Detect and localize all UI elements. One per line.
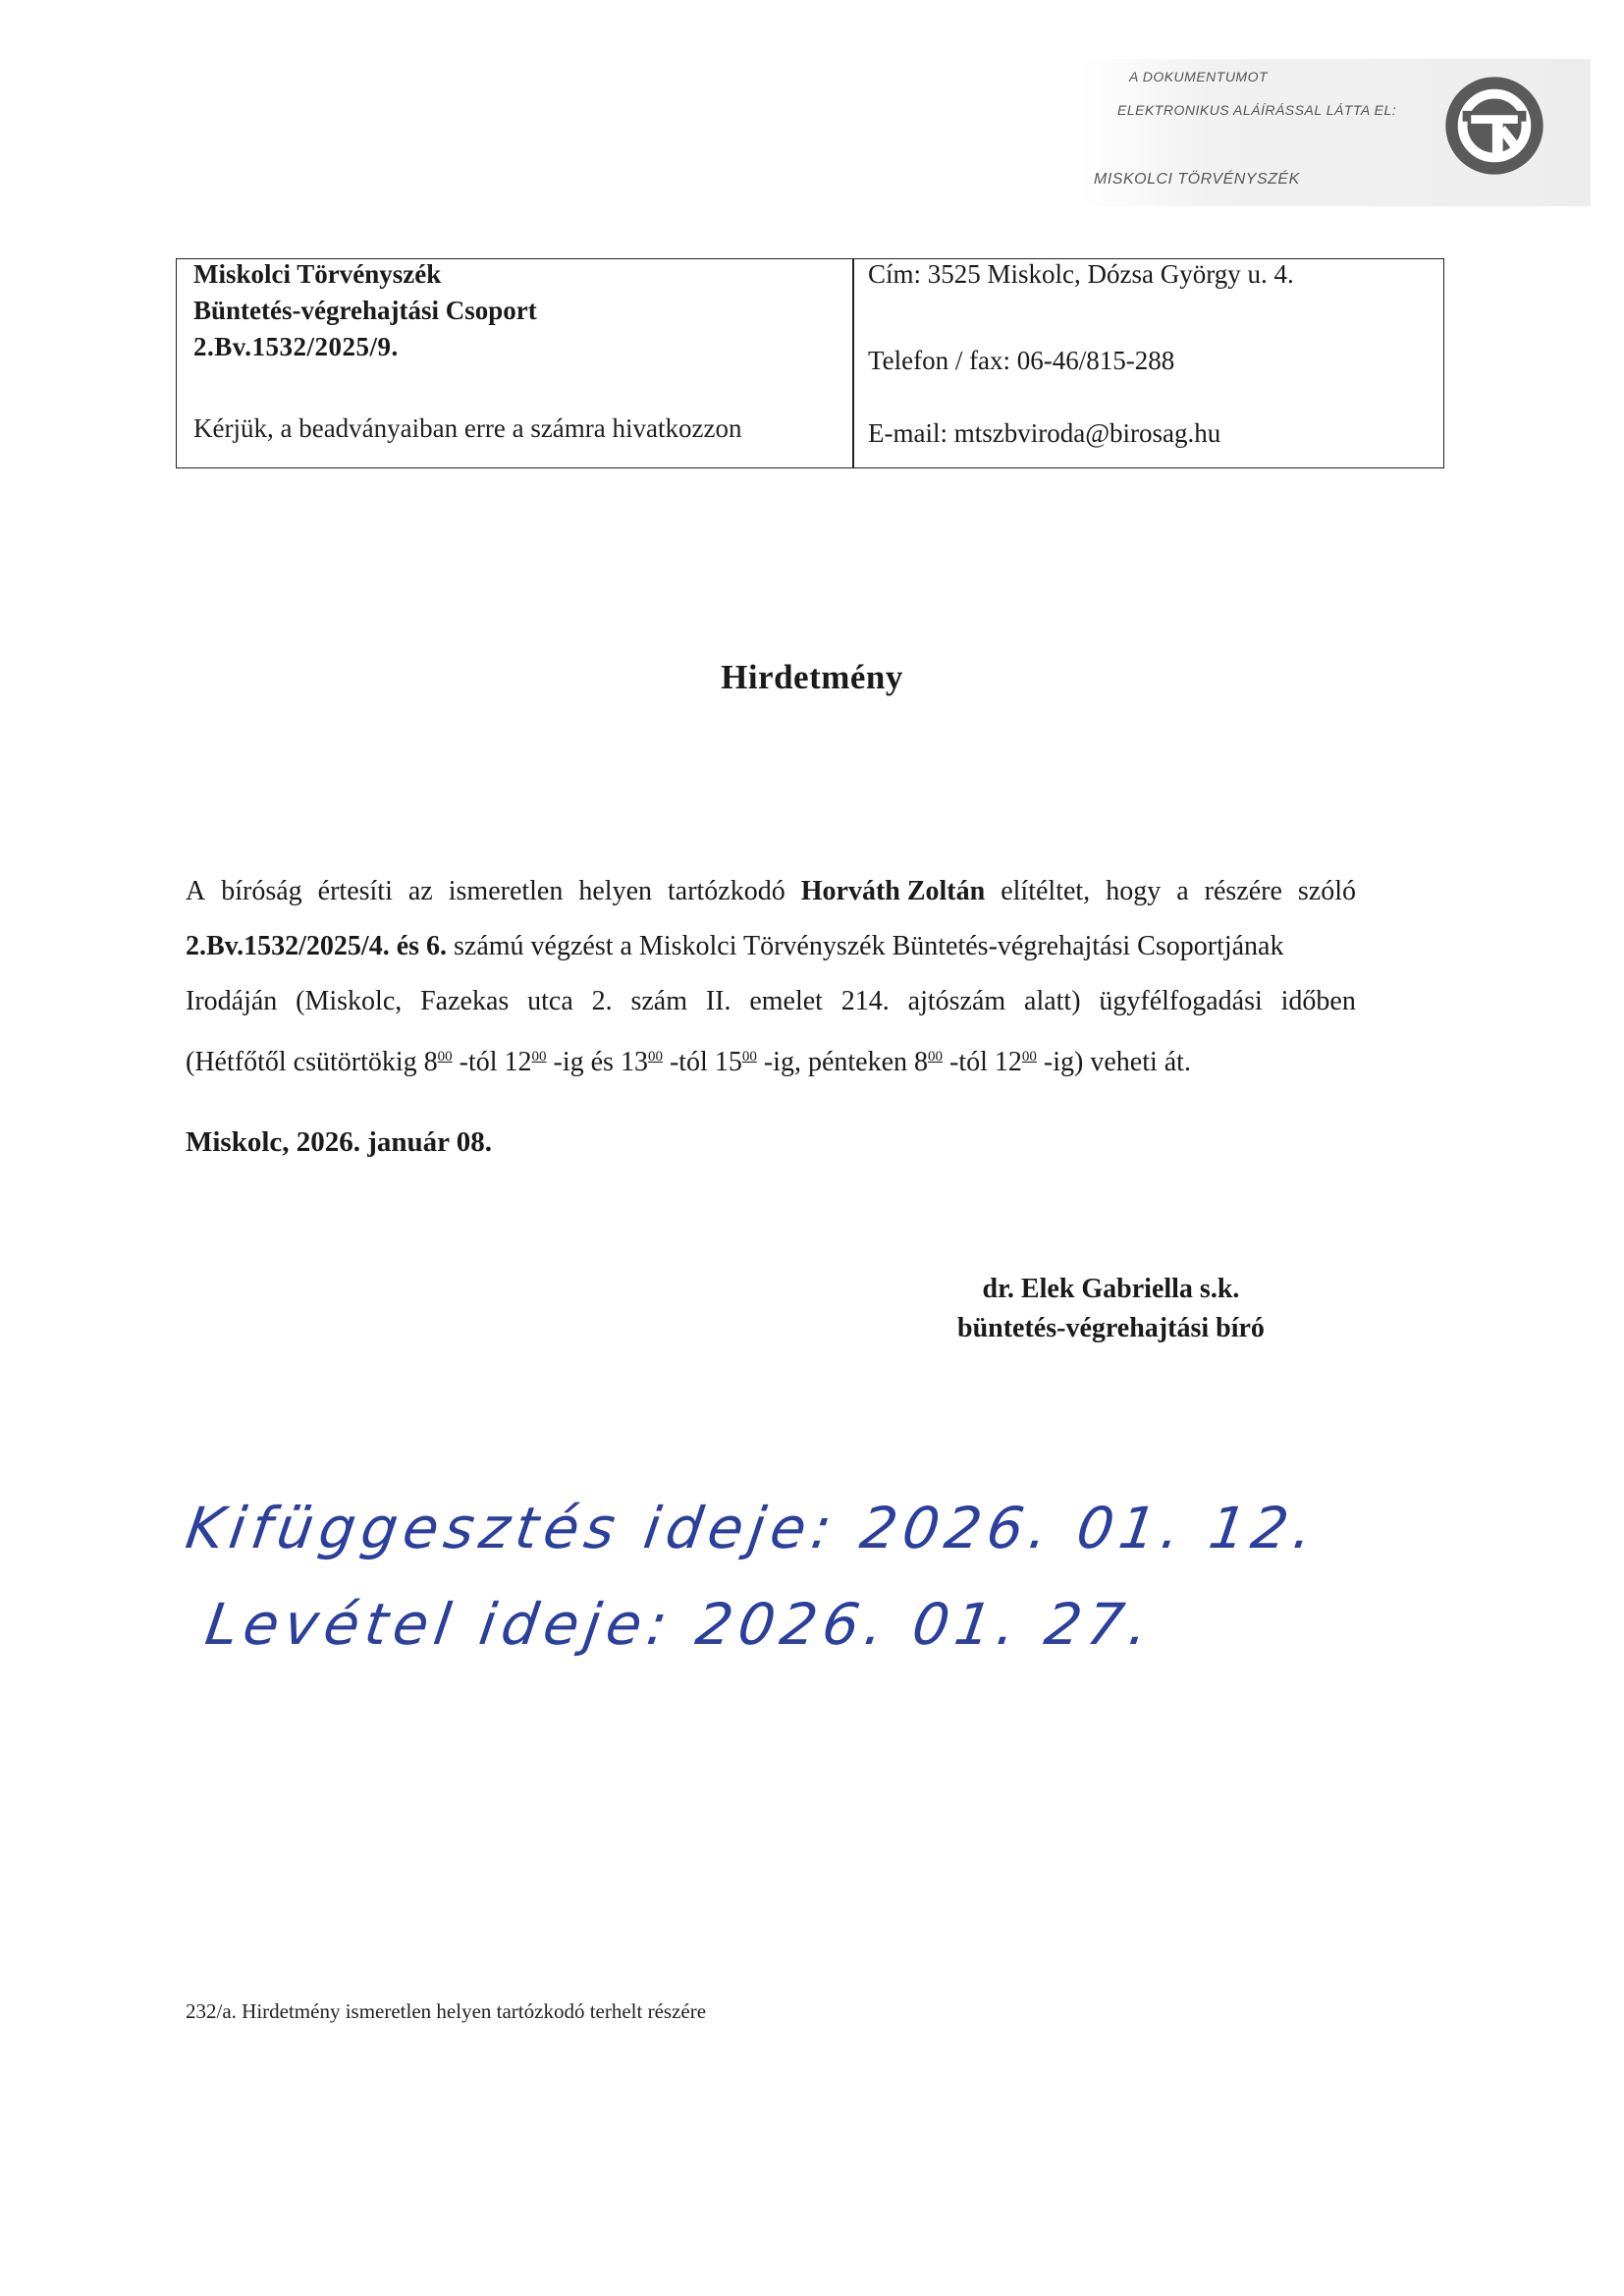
handwritten-posting-date: Kifüggesztés ideje: 2026. 01. 12. [182, 1495, 1323, 1561]
office-hours-line [186, 1029, 1356, 1090]
body-word: A [186, 876, 206, 906]
body-word: tartózkodó [668, 876, 785, 906]
minutes-superscript: 00 [647, 1049, 663, 1065]
signer-name: dr. Elek Gabriella s.k. [982, 1274, 1240, 1304]
body-word: ügyfélfogadási [1099, 986, 1263, 1016]
reference-note: Kérjük, a beadványaiban erre a számra hivatkozzon [193, 413, 742, 443]
minutes-superscript: 00 [531, 1049, 547, 1065]
case-number: 2.Bv.1532/2025/9. [193, 332, 399, 361]
hours-segment: (Hétfőtől csütörtökig 8 [186, 1047, 438, 1077]
body-word: ajtószám [907, 986, 1006, 1016]
place-and-date: Miskolc, 2026. január 08. [186, 1126, 493, 1158]
body-word: (Miskolc, [296, 986, 403, 1016]
body-word: hogy [1106, 876, 1162, 906]
court-header-table [176, 258, 1444, 468]
body-word: 2. [591, 986, 613, 1016]
convict-name: Horváth Zoltán [800, 876, 986, 906]
document-title: Hirdetmény [721, 658, 903, 696]
body-word: értesíti [317, 876, 393, 906]
body-word: ismeretlen [448, 876, 564, 906]
hours-segment: -ig) veheti át. [1036, 1047, 1191, 1077]
body-line-3 [186, 974, 1356, 1029]
stamp-line-1: A DOKUMENTUMOT [1129, 69, 1269, 84]
minutes-superscript: 00 [741, 1049, 757, 1065]
court-seal-logo-icon [1441, 73, 1547, 179]
body-word: részére [1204, 876, 1282, 906]
handwritten-posting-note [177, 1483, 1323, 1699]
body-word: bíróság [221, 876, 302, 906]
minutes-superscript: 00 [928, 1049, 944, 1065]
signer-role: büntetés-végrehajtási bíró [957, 1313, 1265, 1343]
stamp-line-3: MISKOLCI TÖRVÉNYSZÉK [1094, 171, 1300, 188]
header-divider [852, 259, 854, 467]
court-email: E-mail: mtszbviroda@birosag.hu [868, 418, 1221, 448]
body-word: alatt) [1024, 986, 1081, 1016]
body-word: II. [705, 986, 731, 1016]
hours-segment: -ig és 13 [546, 1047, 648, 1077]
body-word: időben [1280, 986, 1356, 1016]
body-word: Fazekas [420, 986, 510, 1016]
ruling-reference: 2.Bv.1532/2025/4. és 6. [186, 931, 448, 961]
body-line-2 [186, 919, 1356, 974]
court-address: Cím: 3525 Miskolc, Dózsa György u. 4. [868, 259, 1294, 289]
minutes-superscript: 00 [1021, 1049, 1037, 1065]
body-word: 214. [840, 986, 890, 1016]
stamp-line-2: ELEKTRONIKUS ALÁÍRÁSSAL LÁTTA EL: [1117, 102, 1397, 118]
hours-segment: -tól 12 [943, 1047, 1022, 1077]
body-word: szám [630, 986, 687, 1016]
hours-segment: -tól 12 [452, 1047, 532, 1077]
handwritten-removal-date: Levétel ideje: 2026. 01. 27. [201, 1591, 1159, 1658]
body-word: szóló [1297, 876, 1356, 906]
hours-segment: -ig, pénteken 8 [756, 1047, 929, 1077]
court-phone: Telefon / fax: 06-46/815-288 [868, 346, 1175, 375]
minutes-superscript: 00 [437, 1049, 453, 1065]
signature-block [957, 1270, 1265, 1348]
body-word: emelet [749, 986, 823, 1016]
body-word: az [407, 876, 433, 906]
body-word: utca [527, 986, 573, 1016]
body-line-1 [186, 864, 1356, 919]
body-word: helyen [578, 876, 652, 906]
court-name: Miskolci Törvényszék [193, 259, 442, 289]
hours-segment: -tól 15 [662, 1047, 742, 1077]
body-text-segment: számú végzést a Miskolci Törvényszék Büntetés-végrehajtási Csoportjának [454, 931, 1284, 961]
body-word: elítéltet, [1001, 876, 1091, 906]
body-word: Irodáján [186, 986, 278, 1016]
electronic-signature-stamp [1080, 59, 1591, 206]
court-group-name: Büntetés-végrehajtási Csoport [193, 296, 537, 325]
form-footer-note: 232/a. Hirdetmény ismeretlen helyen tartózkodó terhelt részére [186, 1999, 707, 2023]
body-word: a [1176, 876, 1189, 906]
notice-body [186, 864, 1356, 1090]
